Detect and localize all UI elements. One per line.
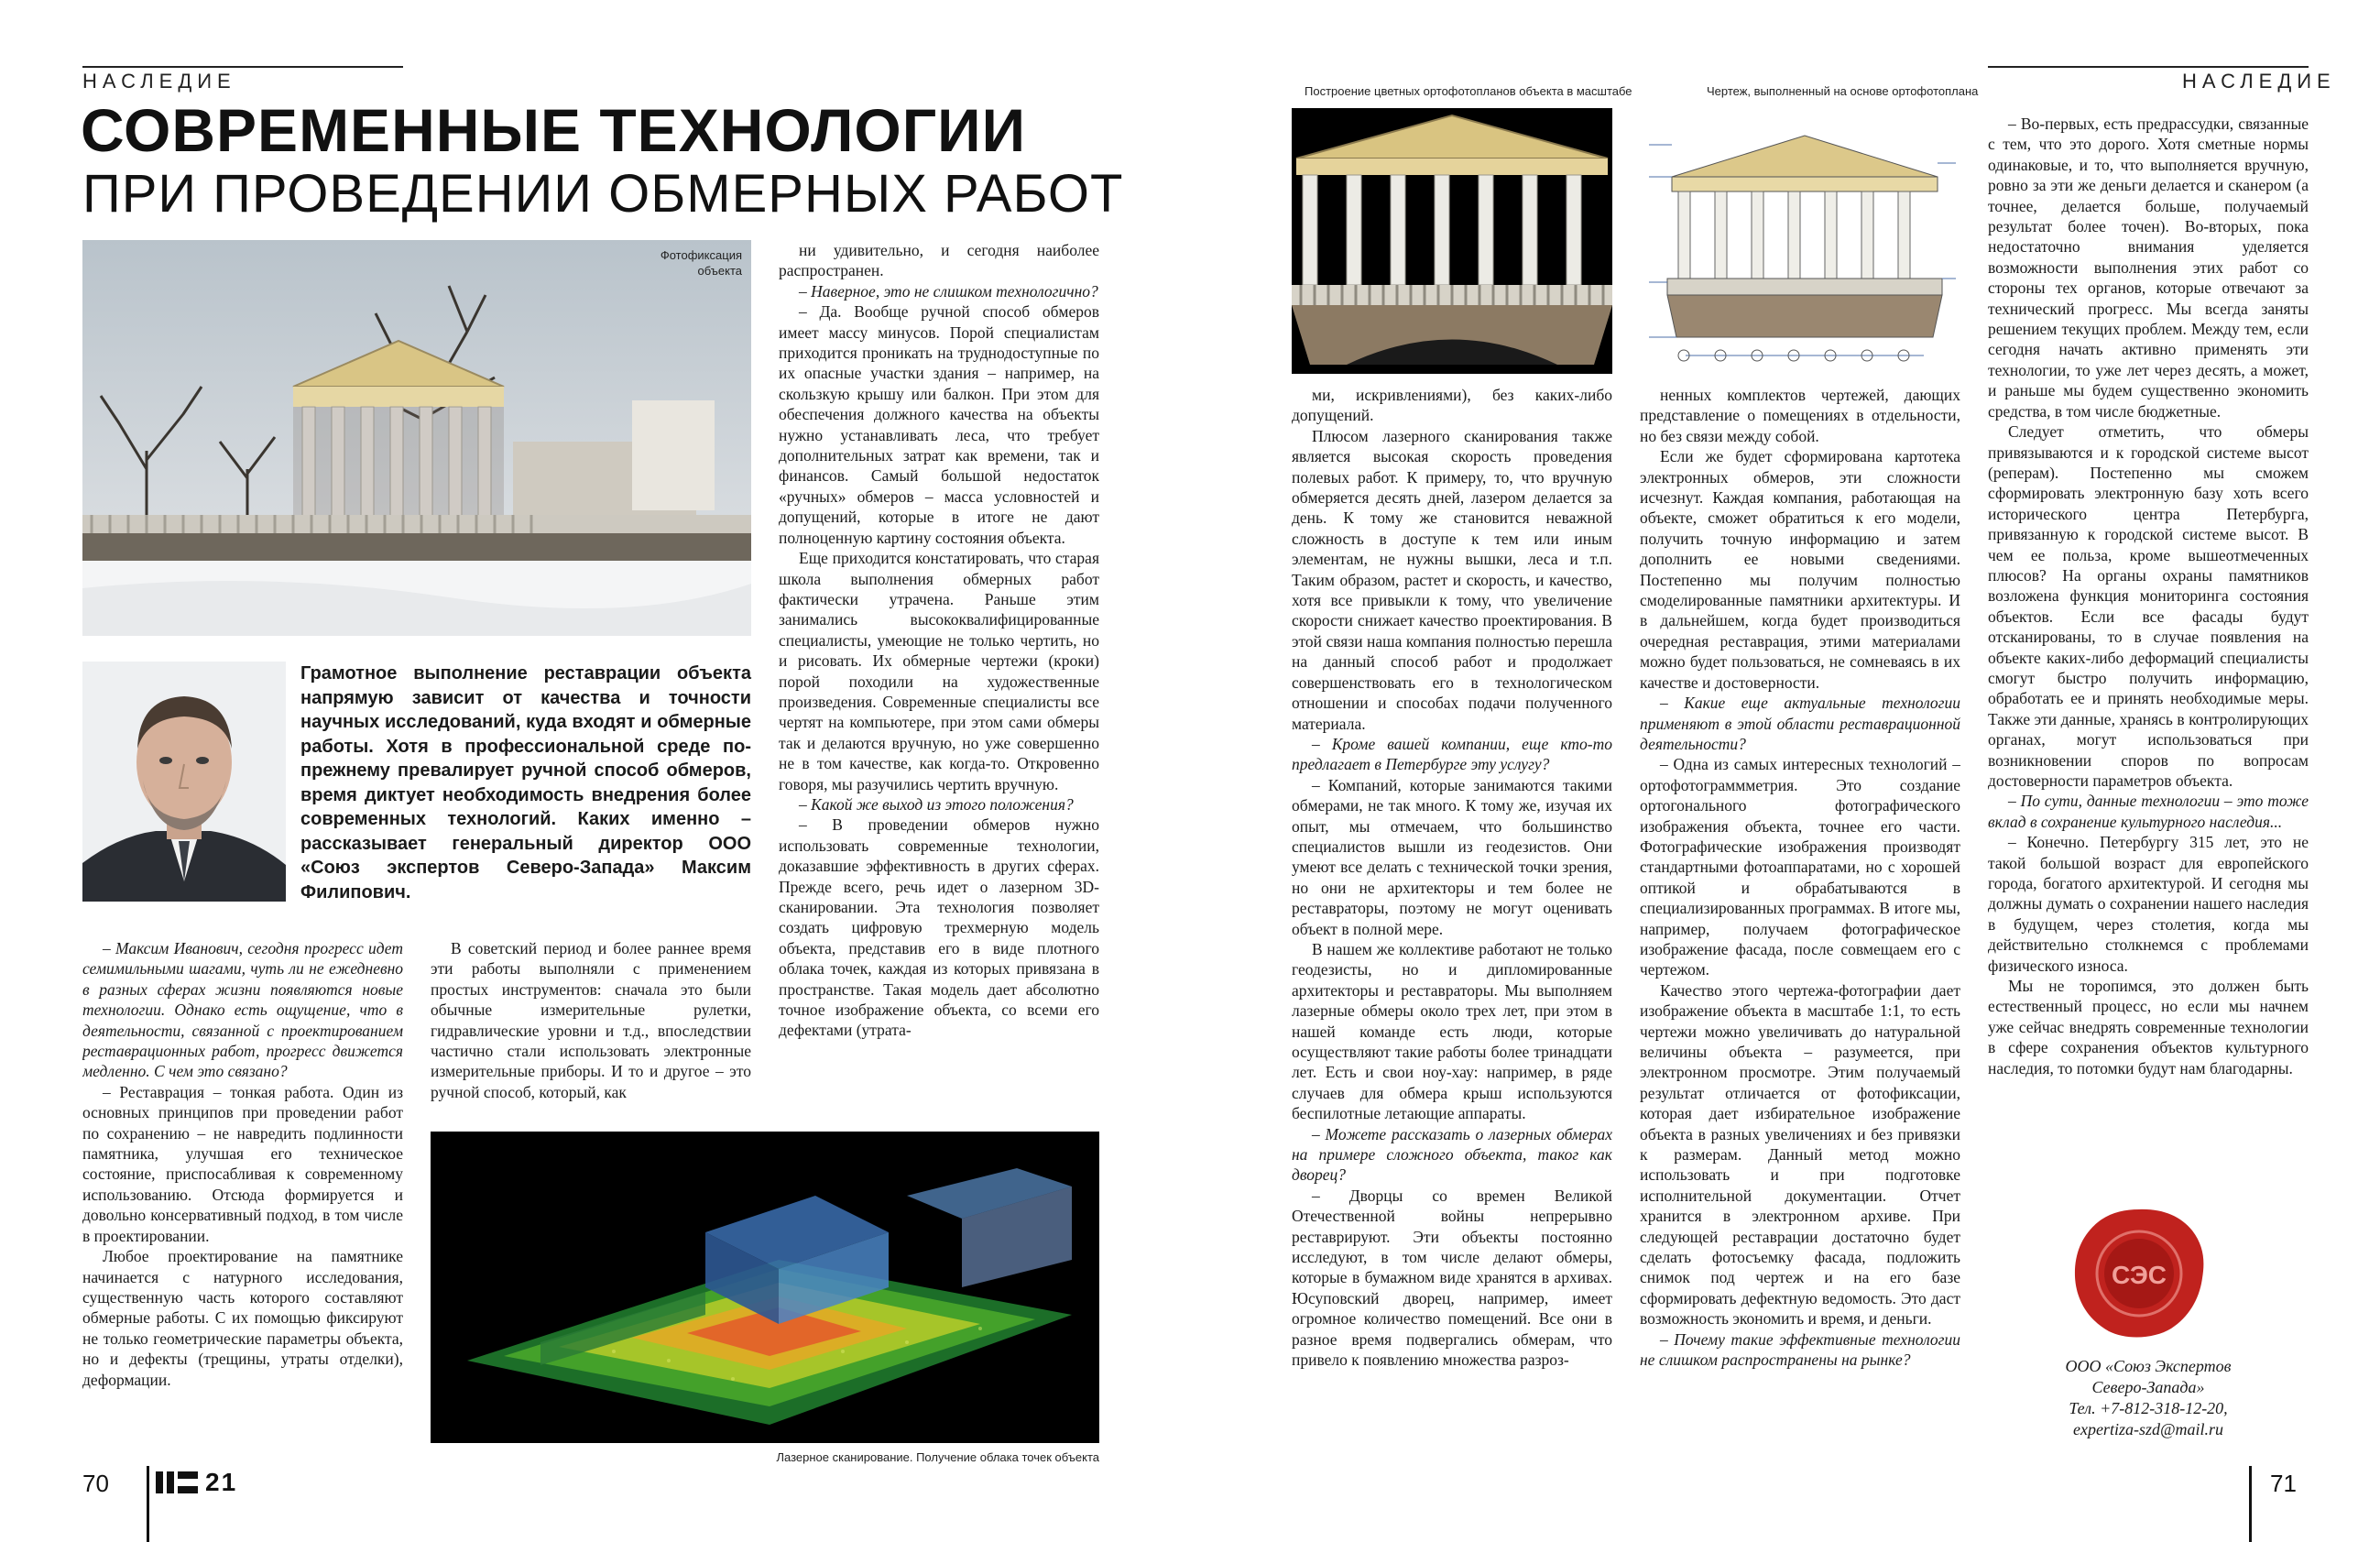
interview-question: – Можете рассказать о лазерных обмерах на примере сложного объекта, таког как дворец?: [1292, 1124, 1612, 1185]
footer-divider-right: [2249, 1466, 2252, 1542]
article-paragraph: Следует отметить, что обмеры привязываются и к городской системе высот (реперам). Постепенно мы сможем сформировать электронную базу хоть всего исторического центра Петербурга, привязанную к городской системе высот. В чем ее польза, кроме вышеотмеченных плюсов? На органы охраны памятников возложена функция мониторинга состояния объектов. Если все фасады будут отсканированы, то в случае появления на объекте каких-либо деформаций специалисты смогут быстро получить информацию, обработать ее и принять необходимые меры. Также эти данные, хранясь в контролирующих органах, могут использоваться при возникновении споров по вопросам достоверности параметров объекта.: [1988, 422, 2309, 790]
contact-company-line2: Северо-Запада»: [2091, 1378, 2205, 1396]
article-paragraph: – В проведении обмеров нужно использовать современные технологии, доказавшие эффективность в других сферах. Прежде всего, речь идет о лазерном 3D-сканировании. Эта технология позволяет создать цифровую трехмерную модель объекта, представив его в виде плотного облака точек, каждая из которых привязана в пространстве. Такая модель дает абсолютно точное изображение объекта, со всеми его дефектами (утрата-: [779, 815, 1099, 1040]
article-paragraph: – Дворцы со времен Великой Отечественной войны непрерывно реставрируют. Эти объекты постоянно исследуют, в том числе делают обмеры, которые в бумажном виде хранятся в архивах. Юсуповский дворец, например, имеет огромное количество помещений. Все они в разное время подвергались обмерам, что привело к появлению множества разроз-: [1292, 1186, 1612, 1370]
article-paragraph: Любое проектирование на памятнике начинается с натурного исследования, существенную часть которого составляют обмерные работы. С их помощью фиксируют не только геометрические параметры объекта, но и дефекты (трещины, утраты отделки), деформации.: [82, 1247, 403, 1389]
page-number-left: 70: [82, 1470, 109, 1497]
contact-phone: Тел. +7-812-318-12-20,: [2069, 1399, 2228, 1417]
article-paragraph: В советский период и более раннее время эти работы выполняли с применением простых инструментов: сначала это были обычные измерительные рулетки, гидравлические уровни и т.д., впоследствии частично стали использовать электронные измерительные приборы. И то и другое – это ручной способ, который, как: [431, 939, 751, 1101]
article-paragraph: – Компаний, которые занимаются такими обмерами, не так много. К тому же, изучая их опыт, мы отмечаем, что большинство специалистов вышли из геодезистов. Они умеют все делать с технической точки зрения, но они не архитекторы и тем более не реставраторы, поэтому не могут оценивать объект в полной мере.: [1292, 775, 1612, 938]
photo-caption-rotunda: [650, 247, 742, 279]
lead-paragraph: Грамотное выполнение реставрации объекта напрямую зависит от качества и точности научных исследований, куда входят и обмерные работы. Хотя в профессиональной среде по-прежнему превалирует ручной способ обмеров, время диктует необходимость внедрения более современных технологий. Каких именно – рассказывает генеральный директор ООО «Союз экспертов Северо-Западa» Максим Филипович.: [300, 663, 751, 902]
page-number-right: 71: [2270, 1470, 2297, 1497]
seal-text: СЭС: [2112, 1261, 2167, 1289]
text-column-6: [1988, 114, 2309, 1195]
article-paragraph: Плюсом лазерного сканирования также является высокая скорость проведения полевых работ. К примеру, то, что вручную обмеряется десять дней, лазером делается за день. К тому же становится неважной сложность в доступе к тем или иным элементам, не нужны вышки, леса и т.п. Таким образом, растет и скорость, и качество, хотя все привыкли к тому, что увеличение скорости снижает качество проектирования. В этой связи наша компания полностью перешла на данный способ работ и продолжает совершенствовать его в технологическом отношении и способах подачи полученного материала.: [1292, 426, 1612, 733]
contact-block: [1988, 1356, 2309, 1440]
article-paragraph: Еще приходится констатировать, что старая школа выполнения обмерных работ фактически утрачена. Раньше этим занимались высококвалифицированные специалисты, умеющие не только чертить, но и рисовать. Их обмерные чертежи (кроки) порой походили на художественные произведения. Современные специалисты все чертят на компьютере, при этом сами обмеры так и делаются вручную, но уже совершенно не в том качестве, как когда-то. Откровенно говоря, мы разучились чертить вручную.: [779, 549, 1099, 793]
article-paragraph: ни удивительно, и сегодня наиболее распространен.: [779, 241, 1099, 280]
section-label-right: НАСЛЕДИЕ: [2182, 70, 2336, 93]
magazine-logo: [154, 1470, 264, 1497]
photo-caption-ortho: Построение цветных ортофотопланов объекта в масштабе: [1305, 84, 1632, 98]
orthophoto-image: [1292, 108, 1612, 374]
interview-question: – Наверное, это не слишком технологично?: [799, 281, 1098, 301]
text-column-2: [431, 938, 751, 1121]
interview-question: – Кроме вашей компании, еще кто-то предлагает в Петербурге эту услугу?: [1292, 734, 1612, 774]
photo-caption-rotunda-line2: объекта: [697, 264, 742, 278]
contact-company-line1: ООО «Союз Экспертов: [2065, 1357, 2232, 1375]
interview-question: – Какие еще актуальные технологии применяют в этой области реставрационной деятельности?: [1640, 694, 1960, 753]
top-rule-left: [82, 66, 403, 68]
wax-seal-logo: [2070, 1205, 2208, 1342]
article-paragraph: Если же будет сформирована картотека электронных обмеров, эти сложности исчезнут. Каждая компания, работающая на объекте, сможет обратиться к его модели, получить точную информацию и затем дополнить ее новыми сведениями. Постепенно мы получим полностью смоделированные памятники архитектуры. И в дальнейшем, когда будет производиться очередная реставрация, этими материалами можно будет пользоваться, не сомневаясь в их качестве и достоверности.: [1640, 447, 1960, 692]
footer-divider-left: [147, 1466, 149, 1542]
article-paragraph: – Во-первых, есть предрассудки, связанные с тем, что это дорого. Хотя сметные нормы одинаковые, и то, что выполняется вручную, ровно за эти же деньги делается и сканером (а точнее, делается больше, получаемый результат более точен). Во-вторых, пока недостаточно внимания уделяется возможности выполнения этих работ со стороны тех органов, которые отвечают за технический прогресс. Мы всегда заняты решением текущих проблем. Между тем, если сегодня начать активно применять эти технологии, то уже лет через десять, а может, и раньше мы будем существенно экономить средства, в том числе бюджетные.: [1988, 115, 2309, 421]
text-column-1: [82, 938, 403, 1451]
interview-question: – Максим Иванович, сегодня прогресс идет семимильными шагами, чуть ли не ежедневно в разных сферах жизни появляются новые технологии. Однако есть ощущение, что в деятельности, связанной с проектированием реставрационных работ, прогресс движется медленно. С чем это связано?: [82, 939, 403, 1081]
article-paragraph: ми, искривлениями), без каких-либо допущений.: [1292, 386, 1612, 425]
magazine-logo-number: 21: [205, 1468, 238, 1496]
article-paragraph: – Одна из самых интересных технологий – ортофотограммметрия. Это создание ортогонального фотографического изображения объекта, точнее его части. Фотографические изображения производят стандартными фотоаппаратами, но с хорошей оптикой и обрабатываются в специализированных программах. В итоге мы, например, получаем фотографическое изображение фасада, после совмещаем его с чертежом.: [1640, 755, 1960, 979]
article-paragraph: В нашем же коллективе работают не только геодезисты, но и дипломированные архитекторы и реставраторы. Мы выполняем лазерные обмеры около трех лет, при этом в нашей команде есть люди, которые осуществляют такие работы более тринадцати лет. Есть и свои ноу-хау: например, в ряде случаев для обмера крыш используются беспилотные летающие аппараты.: [1292, 939, 1612, 1123]
interview-question: – Почему такие эффективные технологии не слишком распространены на рынке?: [1640, 1329, 1960, 1370]
ortho-drawing-image: [1631, 108, 1979, 374]
article-paragraph: – Да. Вообще ручной способ обмеров имеет массу минусов. Порой специалистам приходится проникать на труднодоступные по их опасные участки здания – например, на скользкую крышу или балкон. При этом для обеспечения должного качества на объекты нужно устанавливать леса, что требует дополнительных затрат как времени, так и финансов. Самый большой недостаток «ручных» обмеров – масса условностей и допущений, которые в итоге не дают полноценную картину состояния объекта.: [779, 302, 1099, 547]
article-paragraph: – Реставрация – тонкая работа. Один из основных принципов при проведении работ по сохранению – не навредить подлинности памятника, улучшая его техническое состояние, приспосабливая к современному использованию. Отсюда формируется и довольно консервативный подход, в том числе в проектировании.: [82, 1082, 403, 1245]
article-paragraph: ненных комплектов чертежей, дающих представление о помещениях в отдельности, но без связи между собой.: [1640, 386, 1960, 445]
text-column-3: [779, 240, 1099, 1110]
portrait-photo: [82, 662, 286, 902]
photo-caption-drawing: Чертеж, выполненный на основе ортофотоплана: [1707, 84, 1979, 98]
article-paragraph: Качество этого чертежа-фотографии дает изображение объекта в масштабе 1:1, то есть чертежи можно увеличивать до натуральной величины объекта – разумеется, при электронном просмотре. Этим получаемый результат отличается от фотофиксации, которая дает избирательное изображение объекта в разных увеличениях и без привязки к размерам. Данный метод можно использовать и при подготовке исполнительной документации. Отчет хранится в электронном архиве. При следующей реставрации достаточно будет сделать фотосъемку фасада, подложить снимок под чертеж и на его базе сформировать дефектную ведомость. Это даст возможность экономить и время, и деньги.: [1640, 980, 1960, 1329]
interview-question: – По сути, данные технологии – это тоже вклад в сохранение культурного наследия...: [1988, 792, 2309, 831]
interview-question: – Какой же выход из этого положения?: [799, 794, 1074, 814]
article-paragraph: – Конечно. Петербургу 315 лет, это не такой большой возраст для европейского города, богатого архитектурой. И сегодня мы должны думать о сохранении нашего наследия в будущем, через столетия, когда мы действительно столкнемся с проблемами физического износа.: [1988, 833, 2309, 975]
article-title-line2: ПРИ ПРОВЕДЕНИИ ОБМЕРНЫХ РАБОТ: [82, 164, 1124, 224]
rotunda-photo: [82, 240, 751, 636]
laser-scan-image: [431, 1132, 1099, 1443]
article-paragraph: Мы не торопимся, это должен быть естественный процесс, но если мы начнем уже сейчас внедрять современные технологии в сфере сохранения объектов культурного наследия, то потомки будут нам благодарны.: [1988, 977, 2309, 1077]
photo-caption-rotunda-line1: Фотофиксация: [660, 248, 742, 262]
scan-caption: Лазерное сканирование. Получение облака точек объекта: [776, 1450, 1099, 1464]
contact-email[interactable]: expertiza-szd@mail.ru: [2072, 1420, 2224, 1438]
article-title-line1: СОВРЕМЕННЫЕ ТЕХНОЛОГИИ: [81, 96, 1027, 164]
top-rule-right: [1988, 66, 2309, 68]
section-label-left: НАСЛЕДИЕ: [82, 70, 236, 93]
text-column-4: [1292, 385, 1612, 1452]
text-column-5: [1640, 385, 1960, 1452]
